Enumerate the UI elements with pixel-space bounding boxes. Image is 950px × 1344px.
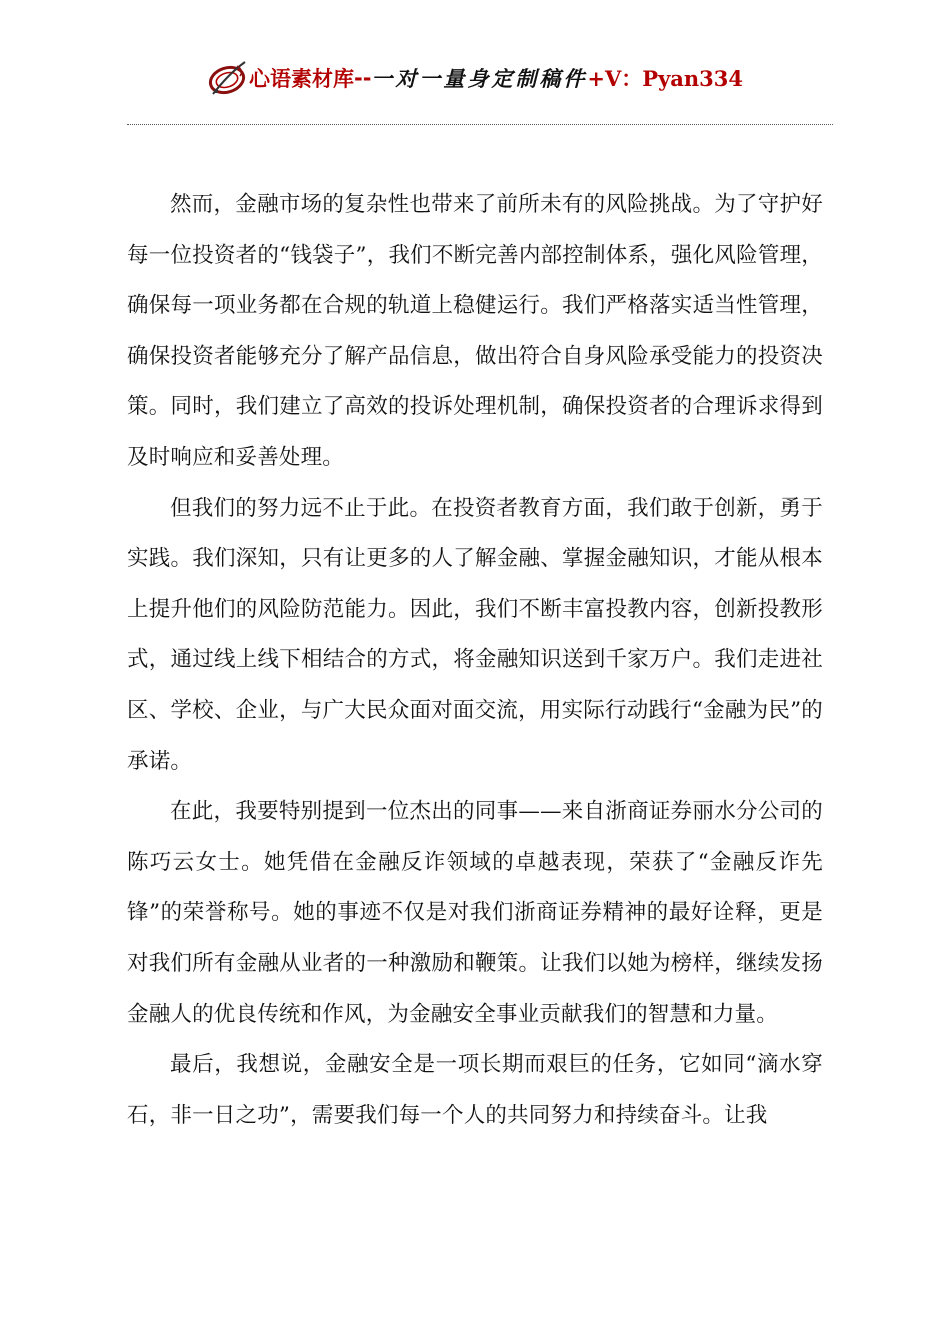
header-banner <box>207 58 743 98</box>
header-divider <box>127 124 833 125</box>
header-slogan: 一对一量身定制稿件 <box>371 66 588 91</box>
paragraph: 然而，金融市场的复杂性也带来了前所未有的风险挑战。为了守护好每一位投资者的“钱袋子”，我们不断完善内部控制体系，强化风险管理，确保每一项业务都在合规的轨道上稳健运行。我们严格落实适当性管理，确保投资者能够充分了解产品信息，做出符合自身风险承受能力的投资决策。同时，我们建立了高效的投诉处理机制，确保投资者的合理诉求得到及时响应和妥善处理。 <box>127 192 823 470</box>
quill-swirl-logo-icon <box>207 58 249 98</box>
page-header <box>0 58 950 108</box>
paragraph: 在此，我要特别提到一位杰出的同事——来自浙商证券丽水分公司的陈巧云女士。她凭借在金融反诈领域的卓越表现，荣获了“金融反诈先锋”的荣誉称号。她的事迹不仅是对我们浙商证券精神的最好诠释，更是对我们所有金融从业者的一种激励和鞭策。让我们以她为榜样，继续发扬金融人的优良传统和作风，为金融安全事业贡献我们的智慧和力量。 <box>127 799 823 1027</box>
header-contact: +V：Pyan334 <box>587 66 744 91</box>
paragraph: 最后，我想说，金融安全是一项长期而艰巨的任务，它如同“滴水穿石，非一日之功”，需要我们每一个人的共同努力和持续奋斗。让我 <box>127 1052 823 1128</box>
document-body <box>127 180 823 1141</box>
paragraph: 但我们的努力远不止于此。在投资者教育方面，我们敢于创新，勇于实践。我们深知，只有让更多的人了解金融、掌握金融知识，才能从根本上提升他们的风险防范能力。因此，我们不断丰富投教内容，创新投教形式，通过线上线下相结合的方式，将金融知识送到千家万户。我们走进社区、学校、企业，与广大民众面对面交流，用实际行动践行“金融为民”的承诺。 <box>127 495 823 774</box>
header-separator: -- <box>353 66 372 90</box>
header-brand: 心语素材库 <box>248 67 354 91</box>
